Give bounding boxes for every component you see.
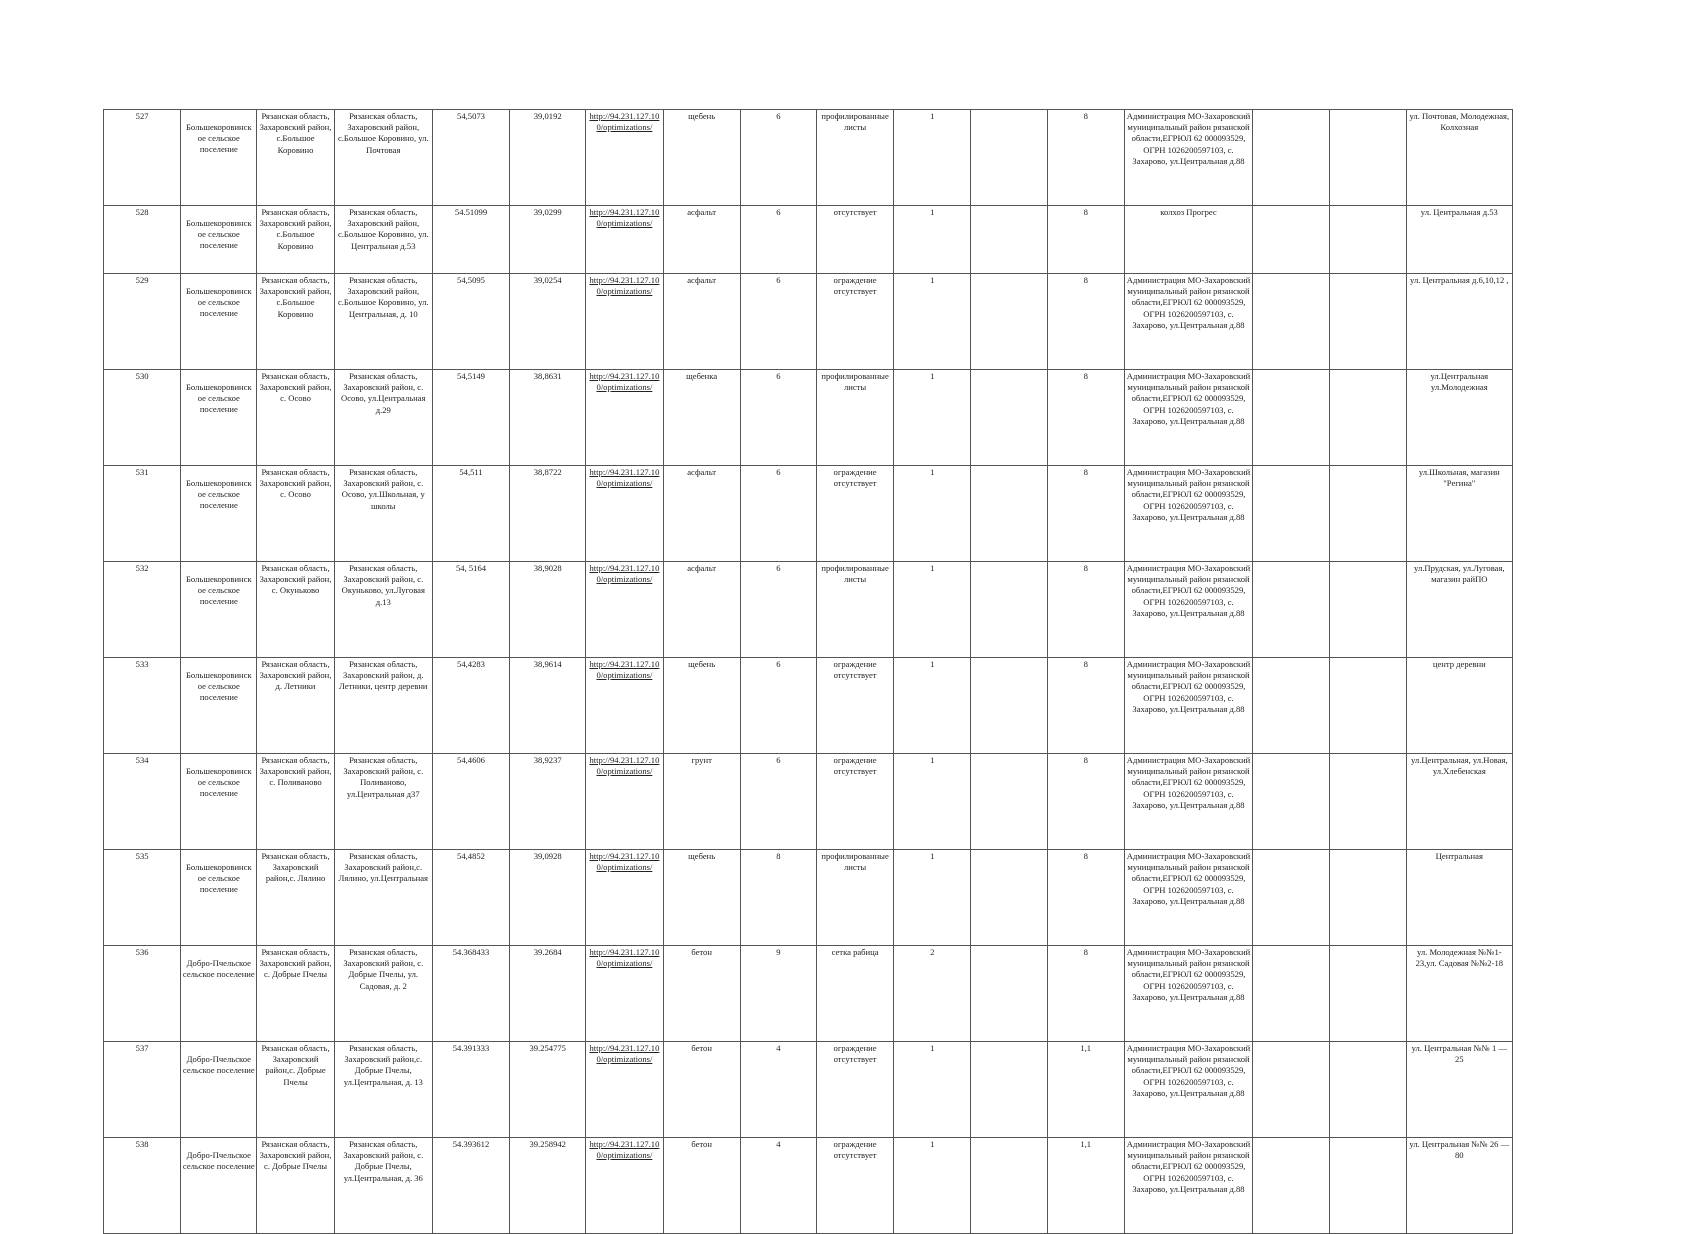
empty-cell: [1253, 754, 1330, 850]
surface-cell: асфальт: [663, 466, 740, 562]
row-number: 538: [104, 1138, 181, 1234]
region-cell: Рязанская область, Захаровский район,с. Добрые Пчелы: [257, 1042, 334, 1138]
address-cell: Рязанская область, Захаровский район, с.Большое Коровино, ул. Почтовая: [334, 110, 432, 206]
settlement-cell: Большекоровинск ое сельское поселение: [181, 466, 257, 562]
empty-cell: [1253, 370, 1330, 466]
latitude-cell: 54,5095: [432, 274, 509, 370]
latitude-cell: 54, 5164: [432, 562, 509, 658]
fence-cell: ограждение отсутствует: [816, 658, 893, 754]
area-cell: 8: [740, 850, 816, 946]
owner-cell: Администрация МО-Захаровский муниципальный район рязанской области,ЕГРЮЛ 62 000093529, ОГРН 1026200597103, с. Захарово, ул.Центральная д.88: [1124, 466, 1252, 562]
area-cell: 4: [740, 1042, 816, 1138]
address-cell: Рязанская область, Захаровский район, с. Добрые Пчелы, ул. Садовая, д. 2: [334, 946, 432, 1042]
region-cell: Рязанская область, Захаровский район, с. Осово: [257, 370, 334, 466]
longitude-cell: 38,9614: [510, 658, 586, 754]
empty-cell: [1330, 466, 1406, 562]
empty-cell: [1330, 754, 1406, 850]
latitude-cell: 54,511: [432, 466, 509, 562]
container-count-cell: 1: [894, 754, 971, 850]
volume-cell: 8: [1047, 274, 1124, 370]
surface-cell: асфальт: [663, 562, 740, 658]
area-cell: 6: [740, 658, 816, 754]
empty-cell: [971, 206, 1047, 274]
volume-cell: 8: [1047, 658, 1124, 754]
latitude-cell: 54.368433: [432, 946, 509, 1042]
served-objects-cell: ул.Прудская, ул.Луговая, магазин райПО: [1406, 562, 1512, 658]
surface-cell: асфальт: [663, 274, 740, 370]
latitude-cell: 54,4283: [432, 658, 509, 754]
registry-table: [103, 109, 1513, 1234]
link-cell[interactable]: http://94.231.127.10 0/optimizations/: [586, 658, 663, 754]
container-count-cell: 1: [894, 1042, 971, 1138]
settlement-cell: Большекоровинск ое сельское поселение: [181, 206, 257, 274]
region-cell: Рязанская область, Захаровский район, с. Осово: [257, 466, 334, 562]
address-cell: Рязанская область, Захаровский район, с. Добрые Пчелы, ул.Центральная, д. 36: [334, 1138, 432, 1234]
settlement-cell: Большекоровинск ое сельское поселение: [181, 850, 257, 946]
table-row: [104, 1138, 1513, 1234]
region-cell: Рязанская область, Захаровский район, с. Поливаново: [257, 754, 334, 850]
longitude-cell: 38,8631: [510, 370, 586, 466]
row-number: 536: [104, 946, 181, 1042]
container-count-cell: 1: [894, 370, 971, 466]
table-row: [104, 754, 1513, 850]
latitude-cell: 54.393612: [432, 1138, 509, 1234]
empty-cell: [1253, 274, 1330, 370]
container-count-cell: 1: [894, 850, 971, 946]
container-count-cell: 1: [894, 1138, 971, 1234]
longitude-cell: 38,8722: [510, 466, 586, 562]
row-number: 533: [104, 658, 181, 754]
served-objects-cell: ул.Центральная, ул.Новая, ул.Хлебенская: [1406, 754, 1512, 850]
surface-cell: щебень: [663, 110, 740, 206]
empty-cell: [1330, 658, 1406, 754]
table-row: [104, 206, 1513, 274]
fence-cell: ограждение отсутствует: [816, 466, 893, 562]
served-objects-cell: ул. Центральная №№ 1 — 25: [1406, 1042, 1512, 1138]
served-objects-cell: центр деревни: [1406, 658, 1512, 754]
table-row: [104, 946, 1513, 1042]
empty-cell: [1253, 1042, 1330, 1138]
fence-cell: отсутствует: [816, 206, 893, 274]
longitude-cell: 39.2684: [510, 946, 586, 1042]
empty-cell: [971, 562, 1047, 658]
volume-cell: 8: [1047, 370, 1124, 466]
empty-cell: [1253, 562, 1330, 658]
owner-cell: Администрация МО-Захаровский муниципальный район рязанской области,ЕГРЮЛ 62 000093529, ОГРН 1026200597103, с. Захарово, ул.Центральная д.88: [1124, 370, 1252, 466]
served-objects-cell: ул. Центральная №№ 26 — 80: [1406, 1138, 1512, 1234]
container-count-cell: 2: [894, 946, 971, 1042]
row-number: 535: [104, 850, 181, 946]
longitude-cell: 39,0254: [510, 274, 586, 370]
area-cell: 9: [740, 946, 816, 1042]
link-cell[interactable]: http://94.231.127.10 0/optimizations/: [586, 754, 663, 850]
served-objects-cell: ул.Школьная, магазин "Регина": [1406, 466, 1512, 562]
region-cell: Рязанская область, Захаровский район, с.Большое Коровино: [257, 274, 334, 370]
owner-cell: Администрация МО-Захаровский муниципальный район рязанской области,ЕГРЮЛ 62 000093529, ОГРН 1026200597103, с. Захарово, ул.Центральная д.88: [1124, 274, 1252, 370]
region-cell: Рязанская область, Захаровский район, с.Большое Коровино: [257, 110, 334, 206]
table-row: [104, 370, 1513, 466]
area-cell: 6: [740, 274, 816, 370]
table-row: [104, 658, 1513, 754]
longitude-cell: 39,0928: [510, 850, 586, 946]
owner-cell: Администрация МО-Захаровский муниципальный район рязанской области,ЕГРЮЛ 62 000093529, ОГРН 1026200597103, с. Захарово, ул.Центральная д.88: [1124, 658, 1252, 754]
surface-cell: бетон: [663, 1138, 740, 1234]
volume-cell: 8: [1047, 946, 1124, 1042]
registry-rows: [104, 110, 1513, 1234]
address-cell: Рязанская область, Захаровский район,с. Добрые Пчелы, ул.Центральная, д. 13: [334, 1042, 432, 1138]
settlement-cell: Большекоровинск ое сельское поселение: [181, 110, 257, 206]
empty-cell: [1253, 1138, 1330, 1234]
volume-cell: 8: [1047, 754, 1124, 850]
region-cell: Рязанская область, Захаровский район, с.Большое Коровино: [257, 206, 334, 274]
empty-cell: [1330, 110, 1406, 206]
owner-cell: Администрация МО-Захаровский муниципальный район рязанской области,ЕГРЮЛ 62 000093529, ОГРН 1026200597103, с. Захарово, ул.Центральная д.88: [1124, 1042, 1252, 1138]
area-cell: 6: [740, 110, 816, 206]
owner-cell: Администрация МО-Захаровский муниципальный район рязанской области,ЕГРЮЛ 62 000093529, ОГРН 1026200597103, с. Захарово, ул.Центральная д.88: [1124, 754, 1252, 850]
owner-cell: Администрация МО-Захаровский муниципальный район рязанской области,ЕГРЮЛ 62 000093529, ОГРН 1026200597103, с. Захарово, ул.Центральная д.88: [1124, 946, 1252, 1042]
fence-cell: профилированные листы: [816, 110, 893, 206]
row-number: 528: [104, 206, 181, 274]
settlement-cell: Большекоровинск ое сельское поселение: [181, 562, 257, 658]
volume-cell: 8: [1047, 850, 1124, 946]
settlement-cell: Добро-Пчельское сельское поселение: [181, 946, 257, 1042]
empty-cell: [971, 1042, 1047, 1138]
link-cell[interactable]: http://94.231.127.10 0/optimizations/: [586, 850, 663, 946]
address-cell: Рязанская область, Захаровский район, с.Большое Коровино, ул. Центральная, д. 10: [334, 274, 432, 370]
link-cell[interactable]: http://94.231.127.10 0/optimizations/: [586, 466, 663, 562]
fence-cell: ограждение отсутствует: [816, 754, 893, 850]
region-cell: Рязанская область, Захаровский район, д. Летники: [257, 658, 334, 754]
empty-cell: [1330, 274, 1406, 370]
owner-cell: Администрация МО-Захаровский муниципальный район рязанской области,ЕГРЮЛ 62 000093529, ОГРН 1026200597103, с. Захарово, ул.Центральная д.88: [1124, 562, 1252, 658]
fence-cell: ограждение отсутствует: [816, 274, 893, 370]
empty-cell: [1330, 562, 1406, 658]
latitude-cell: 54,5073: [432, 110, 509, 206]
link-cell[interactable]: http://94.231.127.10 0/optimizations/: [586, 206, 663, 274]
served-objects-cell: ул. Центральная д.6,10,12 ,: [1406, 274, 1512, 370]
volume-cell: 8: [1047, 562, 1124, 658]
region-cell: Рязанская область, Захаровский район, с. Окуньково: [257, 562, 334, 658]
longitude-cell: 39.258942: [510, 1138, 586, 1234]
served-objects-cell: ул. Молодежная №№1-23,ул. Садовая №№2-18: [1406, 946, 1512, 1042]
fence-cell: профилированные листы: [816, 370, 893, 466]
owner-cell: Администрация МО-Захаровский муниципальный район рязанской области,ЕГРЮЛ 62 000093529, ОГРН 1026200597103, с. Захарово, ул.Центральная д.88: [1124, 850, 1252, 946]
empty-cell: [971, 466, 1047, 562]
latitude-cell: 54,5149: [432, 370, 509, 466]
table-row: [104, 274, 1513, 370]
surface-cell: щебень: [663, 850, 740, 946]
settlement-cell: Добро-Пчельское сельское поселение: [181, 1042, 257, 1138]
fence-cell: профилированные листы: [816, 850, 893, 946]
area-cell: 6: [740, 466, 816, 562]
surface-cell: бетон: [663, 946, 740, 1042]
link-cell[interactable]: http://94.231.127.10 0/optimizations/: [586, 946, 663, 1042]
longitude-cell: 39.254775: [510, 1042, 586, 1138]
empty-cell: [1253, 206, 1330, 274]
link-cell[interactable]: http://94.231.127.10 0/optimizations/: [586, 370, 663, 466]
table-row: [104, 1042, 1513, 1138]
latitude-cell: 54.51099: [432, 206, 509, 274]
latitude-cell: 54.391333: [432, 1042, 509, 1138]
row-number: 529: [104, 274, 181, 370]
area-cell: 6: [740, 206, 816, 274]
settlement-cell: Большекоровинск ое сельское поселение: [181, 754, 257, 850]
empty-cell: [1330, 850, 1406, 946]
empty-cell: [1330, 206, 1406, 274]
empty-cell: [971, 370, 1047, 466]
owner-cell: Администрация МО-Захаровский муниципальный район рязанской области,ЕГРЮЛ 62 000093529, ОГРН 1026200597103, с. Захарово, ул.Центральная д.88: [1124, 1138, 1252, 1234]
link-cell[interactable]: http://94.231.127.10 0/optimizations/: [586, 274, 663, 370]
volume-cell: 8: [1047, 206, 1124, 274]
settlement-cell: Большекоровинск ое сельское поселение: [181, 370, 257, 466]
row-number: 527: [104, 110, 181, 206]
area-cell: 6: [740, 370, 816, 466]
empty-cell: [1330, 370, 1406, 466]
empty-cell: [1253, 946, 1330, 1042]
longitude-cell: 39,0299: [510, 206, 586, 274]
longitude-cell: 39,0192: [510, 110, 586, 206]
latitude-cell: 54,4852: [432, 850, 509, 946]
fence-cell: ограждение отсутствует: [816, 1042, 893, 1138]
empty-cell: [1253, 110, 1330, 206]
settlement-cell: Добро-Пчельское сельское поселение: [181, 1138, 257, 1234]
address-cell: Рязанская область, Захаровский район, с. Окуньково, ул.Луговая д.13: [334, 562, 432, 658]
settlement-cell: Большекоровинск ое сельское поселение: [181, 274, 257, 370]
address-cell: Рязанская область, Захаровский район, с. Осово, ул.Школьная, у школы: [334, 466, 432, 562]
empty-cell: [1330, 946, 1406, 1042]
empty-cell: [1330, 1042, 1406, 1138]
longitude-cell: 38,9028: [510, 562, 586, 658]
served-objects-cell: ул.Центральная ул.Молодежная: [1406, 370, 1512, 466]
table-row: [104, 110, 1513, 206]
empty-cell: [1253, 850, 1330, 946]
served-objects-cell: ул. Почтовая, Молодежная, Колхозная: [1406, 110, 1512, 206]
row-number: 537: [104, 1042, 181, 1138]
container-count-cell: 1: [894, 562, 971, 658]
row-number: 534: [104, 754, 181, 850]
empty-cell: [971, 274, 1047, 370]
link-cell[interactable]: http://94.231.127.10 0/optimizations/: [586, 1138, 663, 1234]
container-count-cell: 1: [894, 658, 971, 754]
owner-cell: Администрация МО-Захаровский муниципальный район рязанской области,ЕГРЮЛ 62 000093529, ОГРН 1026200597103, с. Захарово, ул.Центральная д.88: [1124, 110, 1252, 206]
region-cell: Рязанская область, Захаровский район, с. Добрые Пчелы: [257, 946, 334, 1042]
empty-cell: [971, 946, 1047, 1042]
volume-cell: 1,1: [1047, 1138, 1124, 1234]
volume-cell: 1,1: [1047, 1042, 1124, 1138]
container-count-cell: 1: [894, 206, 971, 274]
served-objects-cell: Центральная: [1406, 850, 1512, 946]
latitude-cell: 54,4606: [432, 754, 509, 850]
longitude-cell: 38,9237: [510, 754, 586, 850]
served-objects-cell: ул. Центральная д.53: [1406, 206, 1512, 274]
link-cell[interactable]: http://94.231.127.10 0/optimizations/: [586, 110, 663, 206]
link-cell[interactable]: http://94.231.127.10 0/optimizations/: [586, 562, 663, 658]
surface-cell: щебенка: [663, 370, 740, 466]
area-cell: 4: [740, 1138, 816, 1234]
settlement-cell: Большекоровинск ое сельское поселение: [181, 658, 257, 754]
empty-cell: [971, 1138, 1047, 1234]
surface-cell: грунт: [663, 754, 740, 850]
owner-cell: колхоз Прогрес: [1124, 206, 1252, 274]
container-count-cell: 1: [894, 274, 971, 370]
area-cell: 6: [740, 562, 816, 658]
empty-cell: [1330, 1138, 1406, 1234]
surface-cell: бетон: [663, 1042, 740, 1138]
fence-cell: профилированные листы: [816, 562, 893, 658]
surface-cell: асфальт: [663, 206, 740, 274]
empty-cell: [971, 658, 1047, 754]
fence-cell: ограждение отсутствует: [816, 1138, 893, 1234]
empty-cell: [971, 850, 1047, 946]
address-cell: Рязанская область, Захаровский район,с. Лялино, ул.Центральная: [334, 850, 432, 946]
fence-cell: сетка рабица: [816, 946, 893, 1042]
container-count-cell: 1: [894, 466, 971, 562]
row-number: 530: [104, 370, 181, 466]
empty-cell: [1253, 466, 1330, 562]
table-row: [104, 850, 1513, 946]
volume-cell: 8: [1047, 466, 1124, 562]
area-cell: 6: [740, 754, 816, 850]
surface-cell: щебень: [663, 658, 740, 754]
volume-cell: 8: [1047, 110, 1124, 206]
row-number: 531: [104, 466, 181, 562]
address-cell: Рязанская область, Захаровский район, с. Поливаново, ул.Центральная д37: [334, 754, 432, 850]
link-cell[interactable]: http://94.231.127.10 0/optimizations/: [586, 1042, 663, 1138]
address-cell: Рязанская область, Захаровский район, с.Большое Коровино, ул. Центральная д.53: [334, 206, 432, 274]
empty-cell: [1253, 658, 1330, 754]
container-count-cell: 1: [894, 110, 971, 206]
region-cell: Рязанская область, Захаровский район,с. Лялино: [257, 850, 334, 946]
address-cell: Рязанская область, Захаровский район, с. Осово, ул.Центральная д.29: [334, 370, 432, 466]
empty-cell: [971, 110, 1047, 206]
empty-cell: [971, 754, 1047, 850]
row-number: 532: [104, 562, 181, 658]
table-row: [104, 562, 1513, 658]
table-row: [104, 466, 1513, 562]
address-cell: Рязанская область, Захаровский район, д. Летники, центр деревни: [334, 658, 432, 754]
region-cell: Рязанская область, Захаровский район, с. Добрые Пчелы: [257, 1138, 334, 1234]
